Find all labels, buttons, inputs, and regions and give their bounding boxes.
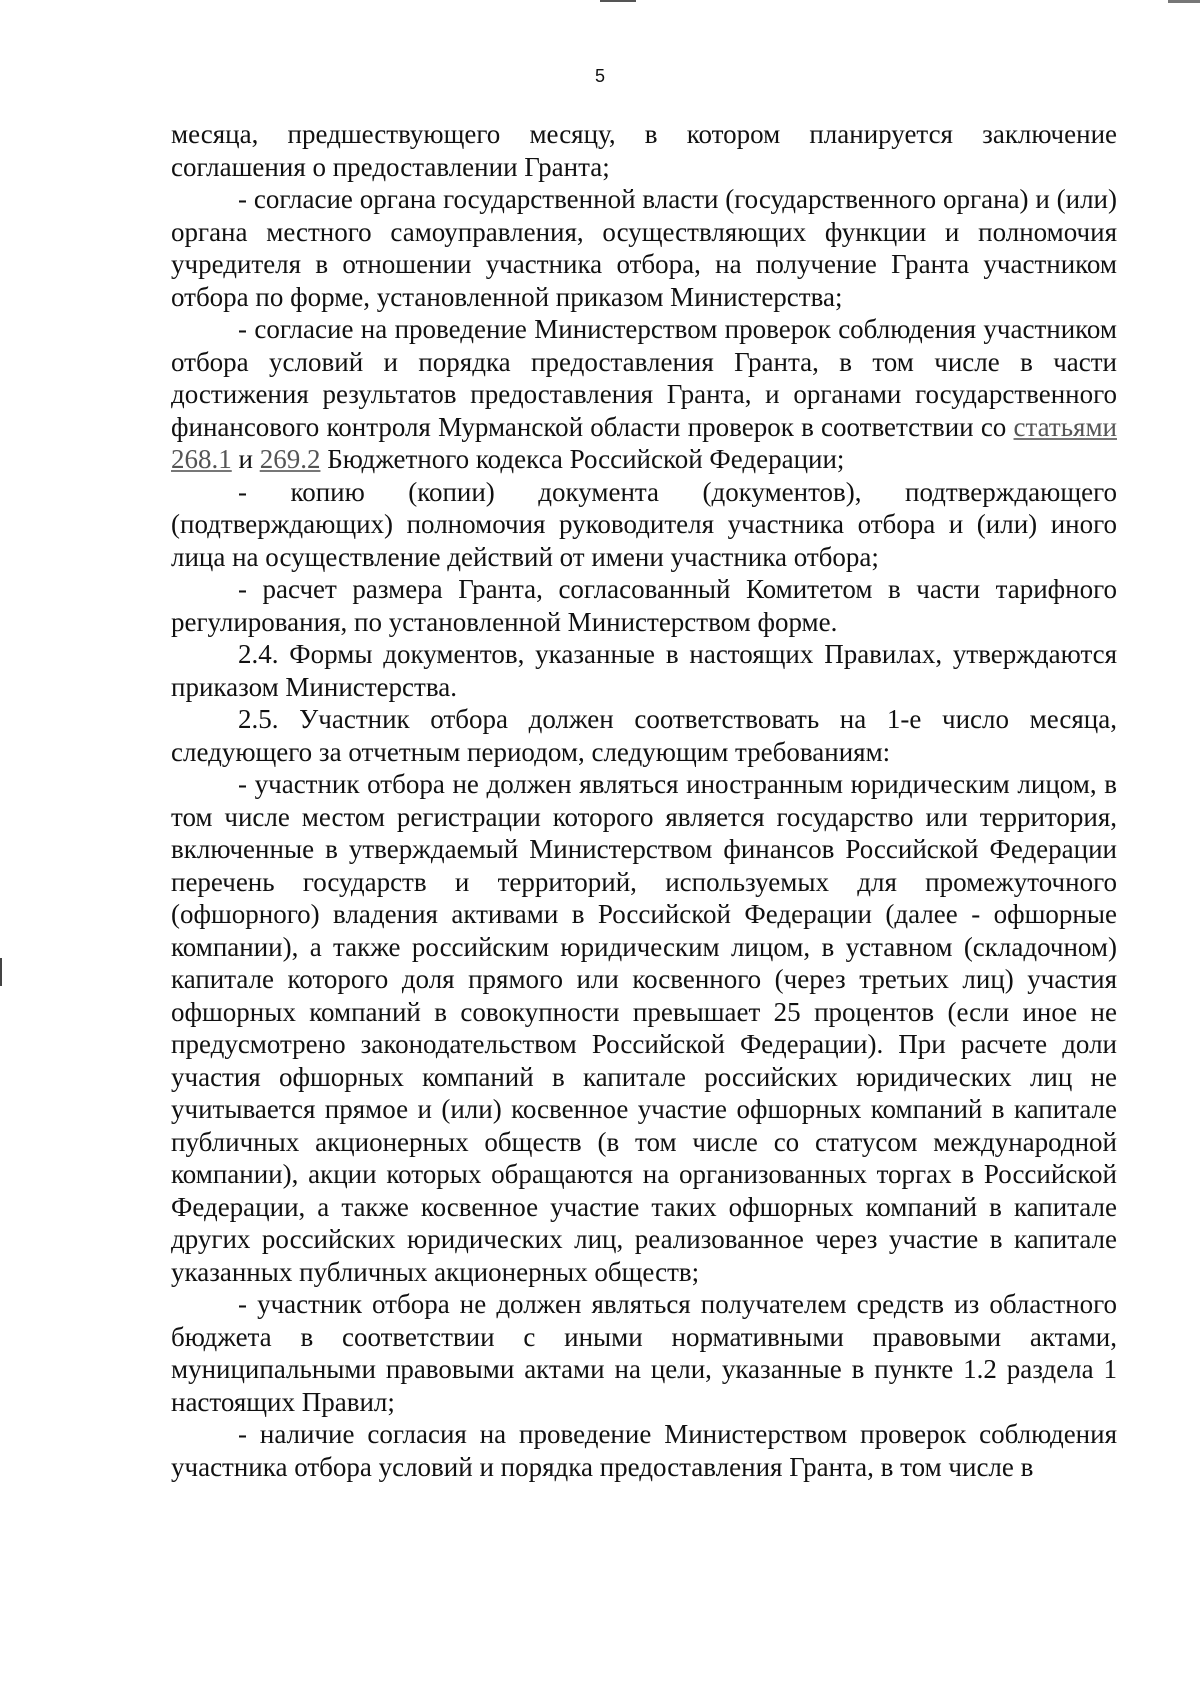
scan-artifact-left <box>0 958 2 986</box>
paragraph-offshore-requirement: - участник отбора не должен являться иностранным юридическим лицом, в том числе местом регистрации которого является государство или территория, включенные в утверждаемый Министерством финансов Российской Федерации перечень государств и территорий, используемых для промежуточного (офшорного) владения активами в Российской Федерации (далее - офшорные компании), а также российским юридическим лицом, в уставном (складочном) капитале которого доля прямого или косвенного (через третьих лиц) участия офшорных компаний в совокупности превышает 25 процентов (если иное не предусмотрено законодательством Российской Федерации). При расчете доли участия офшорных компаний в капитале российских юридических лиц не учитывается прямое и (или) косвенное участие офшорных компаний в капитале публичных акционерных обществ (в том числе со статусом международной компании), акции которых обращаются на организованных торгах в Российской Федерации, а также косвенное участие таких офшорных компаний в капитале других российских юридических лиц, реализованное через участие в капитале указанных публичных акционерных обществ; <box>171 769 1117 1287</box>
paragraph-continuation: месяца, предшествующего месяцу, в котором планируется заключение соглашения о предоставлении Гранта; <box>171 119 1117 182</box>
paragraph-clause-2-4: 2.4. Формы документов, указанные в настоящих Правилах, утверждаются приказом Министерства. <box>171 639 1117 702</box>
paragraph-text: - согласие на проведение Министерством проверок соблюдения участником отбора условий и порядка предоставления Гранта, в том числе в части достижения результатов предоставления Гранта, и органами государственного финансового контроля Мурманской области проверок в соответствии со <box>171 314 1117 442</box>
document-body <box>171 118 1117 1483</box>
paragraph-authority-documents: - копию (копии) документа (документов), подтверждающего (подтверждающих) полномочия руководителя участника отбора и (или) иного лица на осуществление действий от имени участника отбора; <box>171 476 1117 572</box>
paragraph-inspection-consent <box>171 313 1117 476</box>
paragraph-clause-2-5: 2.5. Участник отбора должен соответствовать на 1-е число месяца, следующего за отчетным периодом, следующим требованиям: <box>171 704 1117 767</box>
paragraph-inspection-consent-requirement: - наличие согласия на проведение Министерством проверок соблюдения участника отбора условий и порядка предоставления Гранта, в том числе в <box>171 1419 1117 1482</box>
page-number: 5 <box>594 66 605 86</box>
paragraph-budget-recipient-requirement: - участник отбора не должен являться получателем средств из областного бюджета в соответствии с иными нормативными правовыми актами, муниципальными правовыми актами на цели, указанные в пункте 1.2 раздела 1 настоящих Правил; <box>171 1289 1117 1417</box>
paragraph-grant-calculation: - расчет размера Гранта, согласованный Комитетом в части тарифного регулирования, по установленной Министерством форме. <box>171 574 1117 637</box>
paragraph-text: и <box>231 444 260 474</box>
paragraph-text: Бюджетного кодекса Российской Федерации; <box>320 444 845 474</box>
budget-code-link-269-2[interactable]: 269.2 <box>259 444 321 474</box>
scan-artifact-top <box>600 0 636 2</box>
budget-code-link-268-1[interactable]: статьями 268.1 <box>171 411 1117 474</box>
scan-artifact-corner <box>1168 0 1200 3</box>
paragraph-founder-consent: - согласие органа государственной власти (государственного органа) и (или) органа местного самоуправления, осуществляющих функции и полномочия учредителя в отношении участника отбора, на получение Гранта участником отбора по форме, установленной приказом Министерства; <box>171 184 1117 312</box>
